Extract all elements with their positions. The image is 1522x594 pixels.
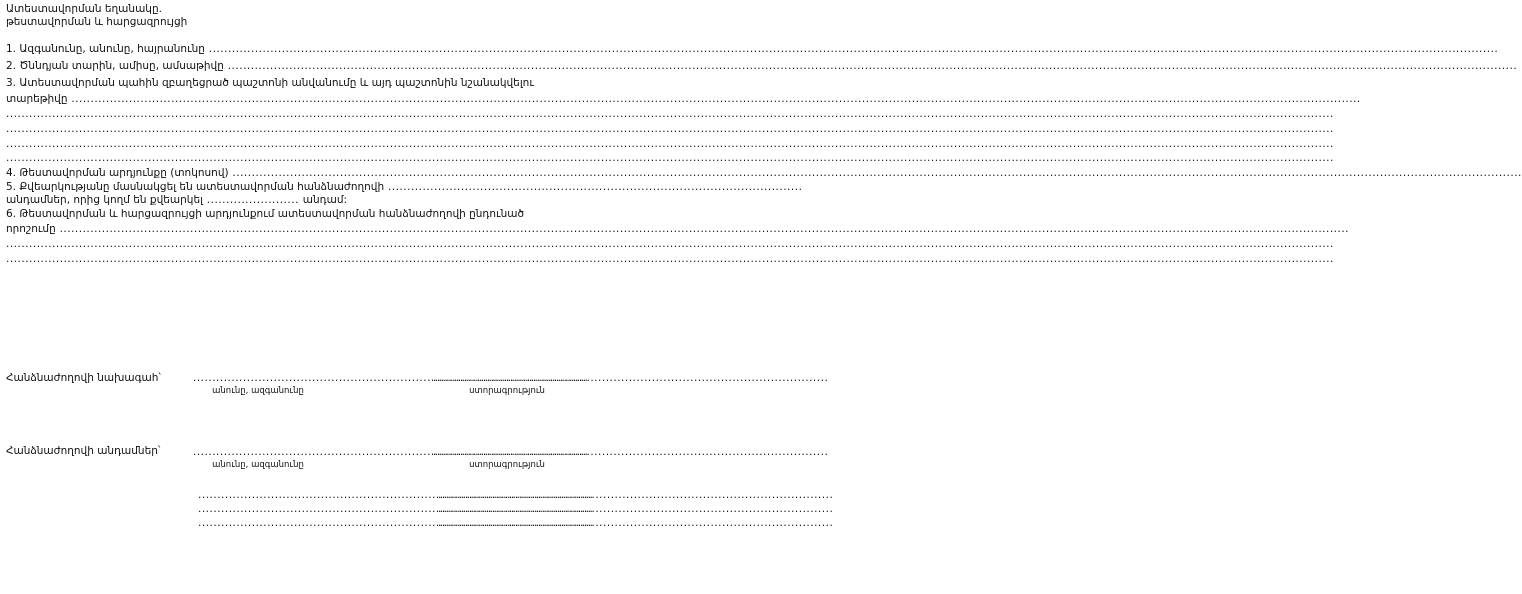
field-decision-label: որոշումը (6, 223, 56, 235)
dotted-line (6, 152, 646, 164)
field-full-name (6, 43, 646, 55)
member-name-line (198, 517, 328, 529)
field-test-result (6, 167, 646, 179)
dotted-line (6, 108, 646, 120)
field-birth-date (6, 60, 646, 72)
field-birth-date-label: 2. Ծննդյան տարին, ամիսը, ամսաթիվը (6, 60, 224, 72)
chairman-signature-caption: ստորագրություն (469, 386, 545, 396)
dotted-line (6, 238, 646, 250)
dotted-line (6, 123, 646, 135)
member-signature-line (438, 503, 586, 515)
field-test-result-label: 4. Թեստավորման արդյունքը (տոկոսով) (6, 167, 229, 179)
form-method-title: Ատեստավորման եղանակը. (6, 3, 162, 15)
field-full-name-label: 1. Ազգանունը, անունը, հայրանունը (6, 43, 205, 55)
member-signature-line (438, 489, 586, 501)
member-name-caption: անունը, ազգանունը (212, 460, 304, 470)
field-voting-line2 (6, 194, 646, 206)
member-name-line (198, 503, 328, 515)
member-signature-line (433, 446, 581, 458)
dotted-line (6, 138, 646, 150)
member-signature-caption: ստորագրություն (469, 460, 545, 470)
member-name-line (198, 489, 328, 501)
chairman-name-line (193, 372, 323, 384)
chairman-name-caption: անունը, ազգանունը (212, 386, 304, 396)
members-label: Հանձնաժողովի անդամներ՝ (6, 445, 161, 457)
form-method-subtitle: թեստավորման և հարցազրույցի (6, 16, 188, 28)
dotted-line: ............................................................................................................ (384, 181, 803, 193)
field-decision-line2 (6, 223, 646, 235)
field-position-year-label: տարեթիվը (6, 93, 68, 105)
field-voting-participants-label: 5. Քվեարկությանը մասնակցել են ատեստավորման հանձնաժողովի (6, 181, 385, 193)
field-position-line1: 3. Ատեստավորման պահին զբաղեցրած պաշտոնի անվանումը և այդ պաշտոնին նշանակվելու (6, 77, 534, 89)
dotted-line (6, 253, 646, 265)
member-name-line (193, 446, 323, 458)
field-voting-line1 (6, 181, 803, 193)
chairman-signature-line (433, 372, 581, 384)
field-decision-line1: 6. Թեստավորման և հարցազրույցի արդյունքում ատեստավորման հանձնաժողովի ընդունած (6, 208, 525, 220)
member-signature-line (438, 517, 586, 529)
field-voting-member-suffix: անդամ: (302, 194, 348, 206)
chairman-label: Հանձնաժողովի նախագահ՝ (6, 372, 161, 384)
field-position-line2 (6, 93, 646, 105)
field-voting-members-label: անդամներ, որից կողմ են քվեարկել (6, 194, 203, 206)
dotted-line: ........................ (202, 194, 303, 206)
